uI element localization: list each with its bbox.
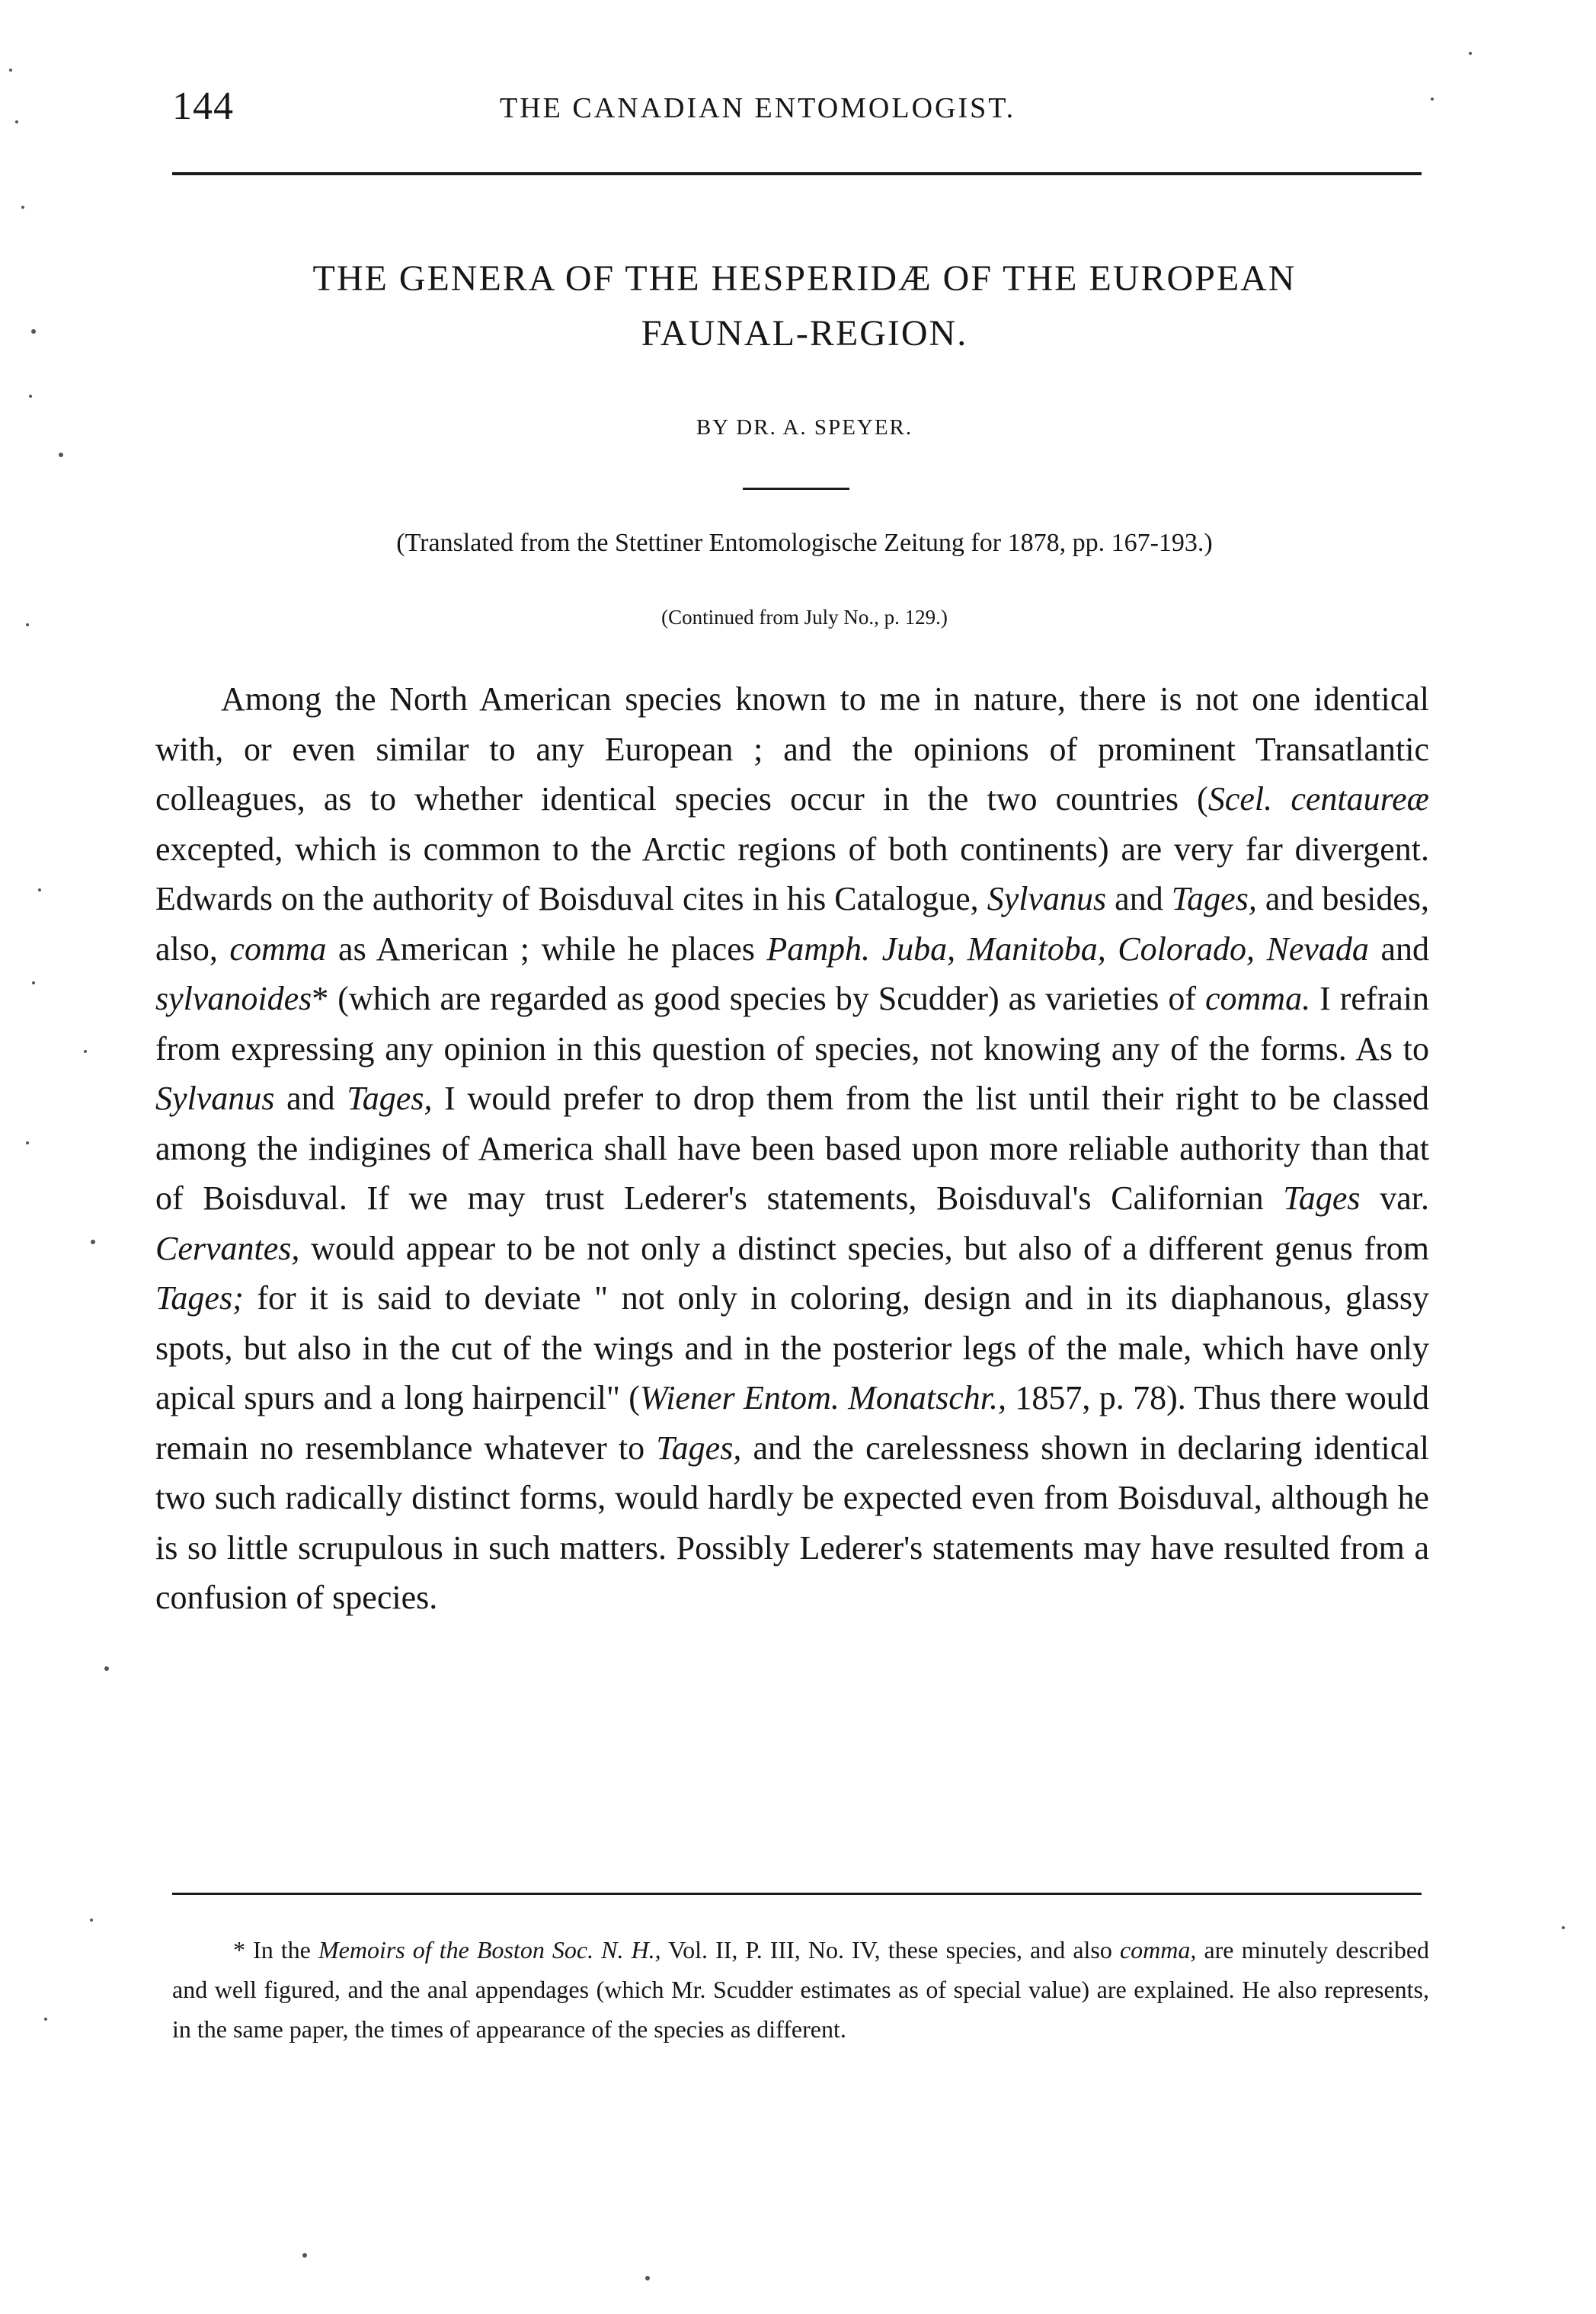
text-run: Vol. II, P. III, No. IV, these species, and also: [660, 1936, 1120, 1964]
italic-run: Sylvanus: [155, 1080, 275, 1117]
italic-run: sylvanoides: [155, 980, 312, 1017]
text-run: * In the: [233, 1936, 318, 1964]
italic-run: Tages,: [656, 1429, 742, 1467]
running-head: THE CANADIAN ENTOMOLOGIST.: [500, 92, 1016, 124]
byline: BY DR. A. SPEYER.: [696, 415, 913, 440]
title-line-1: THE GENERA OF THE HESPERIDÆ OF THE EUROPEAN: [312, 258, 1297, 299]
text-run: for it is said to deviate " not only in coloring, design and in its diaphanous, glassy spots, but also in the cut of the wings and in the posterior legs of the male, which have only apical spurs and a long hairpencil" (: [155, 1279, 1429, 1416]
text-run: and: [1106, 880, 1172, 917]
italic-run: Scel. centaureæ: [1207, 780, 1429, 818]
italic-run: Wiener Entom. Monatschr.,: [639, 1379, 1006, 1416]
title-line-2: FAUNAL-REGION.: [641, 313, 968, 354]
italic-run: Memoirs of the Boston Soc. N. H.,: [318, 1936, 661, 1964]
page-number: 144: [172, 85, 234, 128]
italic-run: Tages: [1283, 1179, 1361, 1217]
text-run: excepted, which is common to the Arctic regions of both continents) are very far divergent. Edwards on the authority of Boisduval cites in his Catalogue,: [155, 830, 1429, 917]
text-run: and besides, also,: [155, 880, 1429, 968]
italic-run: comma: [229, 930, 327, 968]
italic-run: Sylvanus: [987, 880, 1107, 917]
translation-note: (Translated from the Stettiner Entomologische Zeitung for 1878, pp. 167-193.): [396, 529, 1213, 557]
continuation-note: (Continued from July No., p. 129.): [661, 606, 948, 629]
text-run: as American ; while he places: [326, 930, 767, 968]
text-run: * (which are regarded as good species by Scudder) as varieties of: [312, 980, 1205, 1017]
text-run: I refrain from expressing any opinion in this question of species, not knowing any of the forms. As to: [155, 980, 1429, 1067]
text-run: would appear to be not only a distinct species, but also of a different genus from: [299, 1229, 1429, 1267]
italic-run: Tages,: [347, 1080, 433, 1117]
text-run: var.: [1360, 1179, 1429, 1217]
italic-run: comma,: [1119, 1936, 1197, 1964]
italic-run: Tages,: [1171, 880, 1257, 917]
italic-run: Pamph. Juba, Manitoba, Colorado, Nevada: [766, 930, 1369, 968]
italic-run: comma.: [1205, 980, 1311, 1017]
text-run: I would prefer to drop them from the list until their right to be classed among the indigines of America shall have been based upon more reliable authority than that of Boisduval. If we may trust Lederer's statements, Boisduval's Californian: [155, 1080, 1430, 1217]
text-run: 1857, p. 78). Thus there would remain no resemblance whatever to: [155, 1379, 1430, 1467]
text-run: and: [274, 1080, 347, 1117]
italic-run: Cervantes,: [155, 1229, 300, 1267]
text-run: and: [1368, 930, 1430, 968]
italic-run: Tages;: [155, 1279, 244, 1317]
text-run: Among the North American species known to me in nature, there is not one identical with, or even similar to any European ; and the opinions of prominent Transatlantic colleagues, as to whether identical species occur in the two countries (: [155, 680, 1429, 818]
text-run: and the carelessness shown in declaring identical two such radically distinct forms, would hardly be expected even from Boisduval, although he is so little scrupulous in such matters. Possibly Lederer's statements may have resulted from a confusion of species.: [155, 1429, 1429, 1616]
text-run: are minutely described and well figured, and the anal appendages (which Mr. Scudder estimates as of special value) are explained. He also represents, in the same paper, the times of appearance of the species as different.: [172, 1936, 1430, 2043]
